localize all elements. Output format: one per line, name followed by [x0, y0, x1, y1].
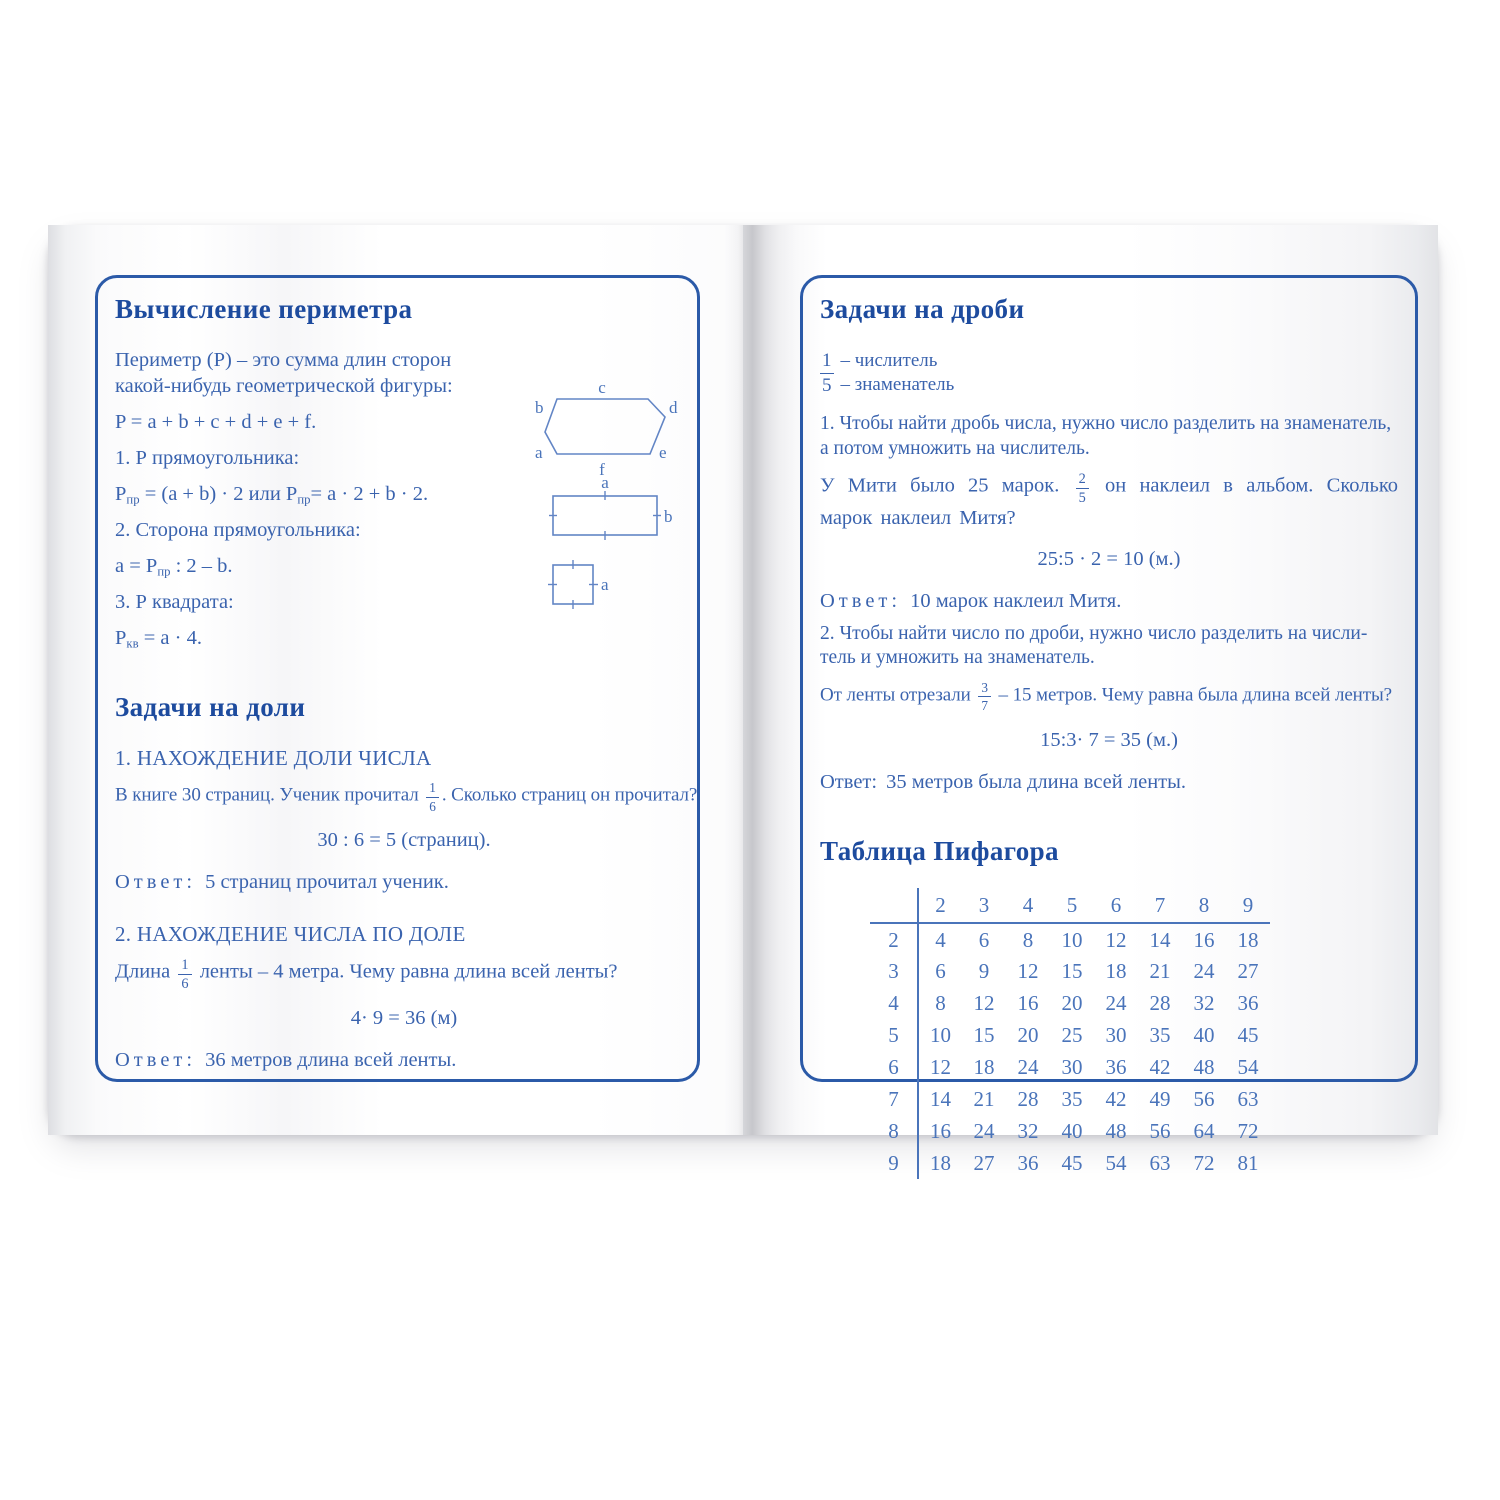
- pythagoras-value-cell: 21: [973, 1087, 995, 1112]
- perimeter-item-3: 3. Р квадрата:: [115, 590, 234, 613]
- fractions-rule-2: [820, 622, 1398, 672]
- shares-problem-2: [115, 958, 693, 992]
- problem-text: В книге 30 страниц. Ученик прочитал: [115, 784, 424, 806]
- problem-text: Длина: [115, 960, 176, 983]
- pythagoras-header-cell: 4: [1006, 888, 1050, 923]
- pythagoras-table: [870, 888, 1270, 1179]
- pythagoras-row: [870, 1083, 1270, 1115]
- pythagoras-value-cell: 48: [1193, 1055, 1215, 1080]
- formula-part: Р: [115, 482, 127, 505]
- page-left-content: [115, 294, 698, 1075]
- fractions-solution-1: 25:5 · 2 = 10 (м.): [1037, 547, 1181, 570]
- formula-part: = a · 2 + b · 2.: [310, 482, 429, 505]
- answer-label: Ответ:: [820, 770, 878, 793]
- shares-title: Задачи на доли: [115, 691, 306, 722]
- fractions-solution-2: 15:3· 7 = 35 (м.): [1040, 728, 1178, 751]
- pythagoras-row-label: 7: [870, 1083, 918, 1115]
- notebook-spread: [48, 225, 1438, 1176]
- rule-line-1: 2. Чтобы найти число по дроби, нужно число разделить на числи-: [820, 622, 1368, 644]
- pythagoras-value-cell: 18: [930, 1151, 951, 1176]
- legend-denominator: 5: [822, 375, 832, 397]
- pythagoras-value-cell: 18: [1237, 927, 1259, 952]
- pythagoras-header-cell: 7: [1138, 888, 1182, 923]
- formula-subscript: пр: [157, 564, 171, 579]
- pythagoras-value-cell: 25: [1061, 1023, 1083, 1048]
- pythagoras-value-cell: 15: [973, 1023, 995, 1048]
- pythagoras-value-cell: 27: [1237, 959, 1259, 984]
- pythagoras-row-label: 9: [870, 1147, 918, 1179]
- perimeter-formula-rectangle: [115, 481, 545, 507]
- pythagoras-value-cell: 36: [1017, 1151, 1039, 1176]
- pythagoras-row-label: 5: [870, 1019, 918, 1051]
- pythagoras-value-cell: 16: [930, 1119, 951, 1144]
- problem-text: У Мити было 25 марок.: [820, 474, 1073, 497]
- shares-problem-1: [115, 780, 698, 814]
- fractions-answer-2: [820, 769, 1398, 795]
- pythagoras-value-cell: 16: [1193, 927, 1215, 952]
- hexagon-label-c: c: [598, 377, 606, 397]
- pythagoras-value-cell: 12: [1105, 927, 1127, 952]
- fraction-3-7: $\frac{3}{7}$: [978, 681, 991, 713]
- pythagoras-value-cell: 40: [1193, 1023, 1215, 1048]
- formula-subscript: пр: [126, 492, 140, 507]
- pythagoras-value-cell: 20: [1017, 1023, 1039, 1048]
- pythagoras-row: [870, 923, 1270, 955]
- formula-subscript: кв: [126, 636, 139, 651]
- perimeter-item-2: 2. Сторона прямоугольника:: [115, 518, 361, 541]
- pythagoras-value-cell: 42: [1149, 1055, 1171, 1080]
- pythagoras-value-cell: 30: [1061, 1055, 1083, 1080]
- hexagon-label-e: e: [659, 442, 667, 462]
- pythagoras-value-cell: 12: [973, 991, 995, 1016]
- pythagoras-value-cell: 15: [1061, 959, 1083, 984]
- shares-subhead-2: 2. НАХОЖДЕНИЕ ЧИСЛА ПО ДОЛЕ: [115, 921, 466, 946]
- fraction-legend: [820, 350, 954, 399]
- pythagoras-row: [870, 1051, 1270, 1083]
- pythagoras-header-cell: 5: [1050, 888, 1094, 923]
- perimeter-intro: Периметр (Р) – это сумма длин сторон какой-нибудь геометрической фигуры:: [115, 348, 453, 397]
- rectangle-label-a: a: [601, 472, 609, 492]
- pythagoras-value-cell: 72: [1193, 1151, 1215, 1176]
- answer-label: Ответ:: [820, 589, 902, 612]
- pythagoras-value-cell: 9: [978, 959, 990, 984]
- pythagoras-value-cell: 8: [1022, 927, 1034, 952]
- problem-text: ленты – 4 метра. Чему равна длина всей ленты?: [194, 960, 618, 983]
- perimeter-section: [115, 347, 693, 651]
- pythagoras-row-label: 2: [870, 923, 918, 955]
- formula-part: = (a + b) · 2 или Р: [139, 482, 298, 505]
- pythagoras-value-cell: 32: [1017, 1119, 1039, 1144]
- rectangle-shape: [553, 496, 657, 535]
- page-right-content: [820, 294, 1399, 1176]
- hexagon-shape: [545, 399, 665, 454]
- problem-text: – 15 метров. Чему равна была длина всей ленты?: [993, 684, 1392, 706]
- pythagoras-row-label: 8: [870, 1115, 918, 1147]
- pythagoras-value-cell: 24: [1105, 991, 1127, 1016]
- fractions-problem-1: [820, 472, 1398, 532]
- pythagoras-value-cell: 42: [1105, 1087, 1127, 1112]
- pythagoras-row: [870, 1115, 1270, 1147]
- pythagoras-value-cell: 8: [935, 991, 946, 1016]
- problem-text: От ленты отрезали: [820, 684, 976, 706]
- pythagoras-value-cell: 35: [1061, 1087, 1083, 1112]
- pythagoras-value-cell: 12: [1017, 959, 1039, 984]
- shares-answer-2: [115, 1047, 693, 1073]
- pythagoras-value-cell: 63: [1149, 1151, 1171, 1176]
- pythagoras-header-cell: 3: [962, 888, 1006, 923]
- pythagoras-title: Таблица Пифагора: [820, 835, 1059, 866]
- geometry-diagrams: [535, 377, 685, 612]
- fractions-answer-1: [820, 588, 1398, 614]
- pythagoras-value-cell: 16: [1017, 991, 1039, 1016]
- pythagoras-row: [870, 1019, 1270, 1051]
- pythagoras-value-cell: 72: [1237, 1119, 1259, 1144]
- pythagoras-value-cell: 64: [1193, 1119, 1215, 1144]
- pythagoras-value-cell: 54: [1237, 1055, 1259, 1080]
- perimeter-formula-sum: P = a + b + c + d + e + f.: [115, 410, 317, 433]
- pythagoras-header-cell: 2: [918, 888, 962, 923]
- pythagoras-value-cell: 45: [1061, 1151, 1083, 1176]
- formula-part: : 2 – b.: [170, 554, 233, 577]
- pythagoras-value-cell: 81: [1237, 1151, 1259, 1176]
- rectangle-label-b: b: [664, 506, 673, 526]
- pythagoras-header-cell: 9: [1226, 888, 1270, 923]
- answer-label: Ответ:: [115, 1049, 197, 1072]
- shares-subhead-1: 1. НАХОЖДЕНИЕ ДОЛИ ЧИСЛА: [115, 745, 432, 770]
- pythagoras-corner-cell: [870, 888, 918, 923]
- pythagoras-row-label: 6: [870, 1051, 918, 1083]
- fractions-problem-2: [820, 681, 1398, 713]
- pythagoras-header-cell: 6: [1094, 888, 1138, 923]
- pythagoras-value-cell: 36: [1237, 991, 1259, 1016]
- formula-part: = a · 4.: [138, 626, 202, 649]
- pythagoras-row: [870, 955, 1270, 987]
- page-right: [743, 225, 1438, 1176]
- fraction-2-5: $\frac{2}{5}$: [1076, 472, 1089, 506]
- hexagon-label-b: b: [535, 397, 544, 417]
- pythagoras-row: [870, 987, 1270, 1019]
- square-label-a: a: [601, 574, 609, 594]
- pythagoras-value-cell: 56: [1193, 1087, 1215, 1112]
- pythagoras-value-cell: 24: [1193, 959, 1215, 984]
- answer-text: 5 страниц прочитал ученик.: [205, 870, 449, 893]
- pythagoras-header-cell: 8: [1182, 888, 1226, 923]
- pythagoras-value-cell: 28: [1017, 1087, 1039, 1112]
- pythagoras-value-cell: 10: [930, 1023, 951, 1048]
- pythagoras-value-cell: 12: [930, 1055, 951, 1080]
- pythagoras-value-cell: 18: [1105, 959, 1127, 984]
- pythagoras-value-cell: 24: [973, 1119, 995, 1144]
- fractions-title: Задачи на дроби: [820, 294, 1025, 324]
- pythagoras-value-cell: 24: [1017, 1055, 1039, 1080]
- perimeter-item-1: 1. Р прямоугольника:: [115, 446, 300, 469]
- pythagoras-value-cell: 6: [978, 927, 990, 952]
- hexagon-label-a: a: [535, 442, 543, 462]
- shares-solution-1: 30 : 6 = 5 (страниц).: [317, 828, 491, 851]
- shares-answer-1: [115, 869, 693, 895]
- answer-text: 35 метров была длина всей ленты.: [886, 770, 1187, 793]
- pythagoras-value-cell: 32: [1193, 991, 1215, 1016]
- pythagoras-value-cell: 14: [1149, 927, 1171, 952]
- pythagoras-row-label: 4: [870, 987, 918, 1019]
- pythagoras-value-cell: 18: [973, 1055, 995, 1080]
- pythagoras-value-cell: 4: [935, 927, 946, 952]
- pythagoras-value-cell: 49: [1149, 1087, 1171, 1112]
- hexagon-label-f: f: [599, 459, 605, 479]
- fraction-1-6: $\frac{1}{6}$: [178, 958, 191, 992]
- fractions-rule-1: 1. Чтобы найти дробь числа, нужно число разделить на знаменатель, а потом умножить на числитель.: [820, 413, 1392, 460]
- formula-subscript: пр: [297, 492, 311, 507]
- answer-text: 36 метров длина всей ленты.: [205, 1049, 457, 1072]
- pythagoras-value-cell: 27: [973, 1151, 995, 1176]
- hexagon-label-d: d: [669, 397, 678, 417]
- shares-solution-2: 4· 9 = 36 (м): [350, 1007, 458, 1030]
- pythagoras-value-cell: 48: [1105, 1119, 1127, 1144]
- pythagoras-value-cell: 56: [1149, 1119, 1171, 1144]
- perimeter-formula-square: [115, 625, 545, 651]
- legend-numerator: 1: [820, 350, 834, 375]
- formula-part: Р: [115, 626, 127, 649]
- square-shape: [553, 565, 593, 604]
- legend-denominator-label: – знаменатель: [840, 374, 955, 396]
- perimeter-title: Вычисление периметра: [115, 294, 413, 324]
- pythagoras-value-cell: 45: [1237, 1023, 1259, 1048]
- pythagoras-row-label: 3: [870, 955, 918, 987]
- pythagoras-row: [870, 1147, 1270, 1179]
- pythagoras-value-cell: 35: [1149, 1023, 1171, 1048]
- problem-text: он наклеил в альбом. Сколько марок наклеил Митя?: [820, 474, 1399, 530]
- pythagoras-value-cell: 6: [935, 959, 946, 984]
- pythagoras-value-cell: 14: [930, 1087, 951, 1112]
- perimeter-formula-side: [115, 553, 545, 579]
- answer-text: 10 марок наклеил Митя.: [910, 589, 1122, 612]
- pythagoras-value-cell: 36: [1105, 1055, 1127, 1080]
- pythagoras-value-cell: 54: [1105, 1151, 1127, 1176]
- formula-part: a = Р: [115, 554, 158, 577]
- pythagoras-value-cell: 63: [1237, 1087, 1259, 1112]
- pythagoras-value-cell: 30: [1105, 1023, 1127, 1048]
- pythagoras-header-row: [870, 888, 1270, 923]
- legend-numerator-label: – числитель: [840, 349, 938, 371]
- pythagoras-value-cell: 20: [1061, 991, 1083, 1016]
- page-left: [48, 225, 743, 1135]
- pythagoras-value-cell: 28: [1149, 991, 1171, 1016]
- pythagoras-value-cell: 21: [1149, 959, 1171, 984]
- pythagoras-value-cell: 10: [1061, 927, 1083, 952]
- problem-text: . Сколько страниц он прочитал?: [441, 784, 698, 806]
- answer-label: Ответ:: [115, 870, 197, 893]
- fraction-1-6: $\frac{1}{6}$: [426, 781, 439, 813]
- rule-line-2: тель и умножить на знаменатель.: [820, 647, 1095, 669]
- pythagoras-value-cell: 40: [1061, 1119, 1083, 1144]
